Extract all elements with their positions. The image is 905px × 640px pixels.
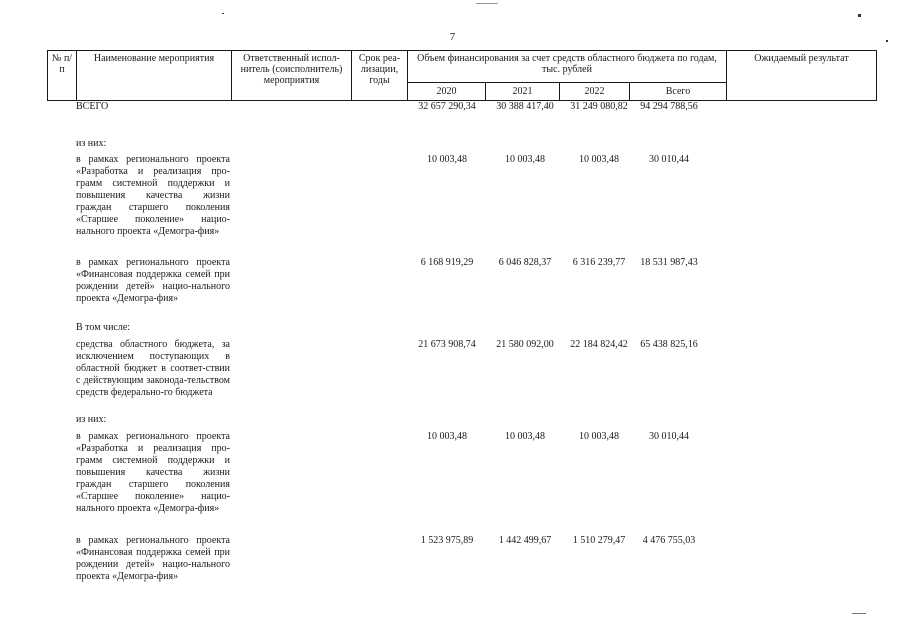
row-name: в рамках регионального проекта «Финансовая поддержка семей при рождении детей» нацио-нального проекта «Демогра-фия» <box>76 535 230 582</box>
header-result: Ожидаемый результат <box>727 51 877 101</box>
cell-2021: 6 046 828,37 <box>498 257 552 268</box>
scan-speck <box>222 13 224 14</box>
cell-2020: 10 003,48 <box>427 154 467 165</box>
cell-2022: 10 003,48 <box>579 431 619 442</box>
row-name: В том числе: <box>76 322 131 333</box>
scan-speck <box>886 40 888 42</box>
header-executor: Ответственный испол-нитель (соисполнитель) мероприятия <box>232 51 352 101</box>
header-num: № п/п <box>48 51 77 101</box>
cell-2020: 1 523 975,89 <box>420 535 474 546</box>
cell-2022: 31 249 080,82 <box>570 101 628 112</box>
page-number: 7 <box>449 31 456 43</box>
row-name: в рамках регионального проекта «Разработка и реализация про-грамм системной поддержки и повышения качества жизни граждан старшего поколения «Старшее поколение» нацио-нального проекта «Демогра-фия» <box>76 431 230 514</box>
cell-2022: 10 003,48 <box>579 154 619 165</box>
cell-2020: 21 673 908,74 <box>418 339 476 350</box>
row-name: из них: <box>76 414 107 425</box>
cell-2021: 1 442 499,67 <box>498 535 552 546</box>
cell-2021: 10 003,48 <box>505 154 545 165</box>
cell-2020: 6 168 919,29 <box>420 257 474 268</box>
scan-edge-line <box>852 613 866 614</box>
cell-2020: 10 003,48 <box>427 431 467 442</box>
header-name: Наименование мероприятия <box>77 51 232 101</box>
cell-2020: 32 657 290,34 <box>418 101 476 112</box>
table-header <box>47 50 877 101</box>
cell-total: 30 010,44 <box>649 154 689 165</box>
cell-2022: 22 184 824,42 <box>570 339 628 350</box>
header-year-2022: 2022 <box>560 83 630 101</box>
header-year-2020: 2020 <box>408 83 486 101</box>
cell-2021: 21 580 092,00 <box>496 339 554 350</box>
cell-2022: 6 316 239,77 <box>572 257 626 268</box>
header-year-total: Всего <box>630 83 727 101</box>
scan-edge-line <box>476 3 498 4</box>
cell-2021: 10 003,48 <box>505 431 545 442</box>
row-name: в рамках регионального проекта «Разработка и реализация про-грамм системной поддержки и повышения качества жизни граждан старшего поколения «Старшее поколение» нацио-нального проекта «Демогра-фия» <box>76 154 230 237</box>
cell-2021: 30 388 417,40 <box>496 101 554 112</box>
cell-total: 30 010,44 <box>649 431 689 442</box>
cell-total: 18 531 987,43 <box>640 257 698 268</box>
header-term: Срок реа-лизации, годы <box>352 51 408 101</box>
scan-speck <box>858 14 861 17</box>
cell-total: 4 476 755,03 <box>642 535 696 546</box>
header-year-2021: 2021 <box>486 83 560 101</box>
cell-total: 94 294 788,56 <box>640 101 698 112</box>
row-name: в рамках регионального проекта «Финансовая поддержка семей при рождении детей» нацио-нального проекта «Демогра-фия» <box>76 257 230 304</box>
row-name: ВСЕГО <box>76 101 109 112</box>
cell-2022: 1 510 279,47 <box>572 535 626 546</box>
header-funding: Объем финансирования за счет средств областного бюджета по годам, тыс. рублей <box>408 51 727 83</box>
cell-total: 65 438 825,16 <box>640 339 698 350</box>
row-name: из них: <box>76 138 107 149</box>
row-name: средства областного бюджета, за исключением поступающих в областной бюджет в соответ-ствии с действующим законода-тельством средств федерально-го бюджета <box>76 339 230 398</box>
